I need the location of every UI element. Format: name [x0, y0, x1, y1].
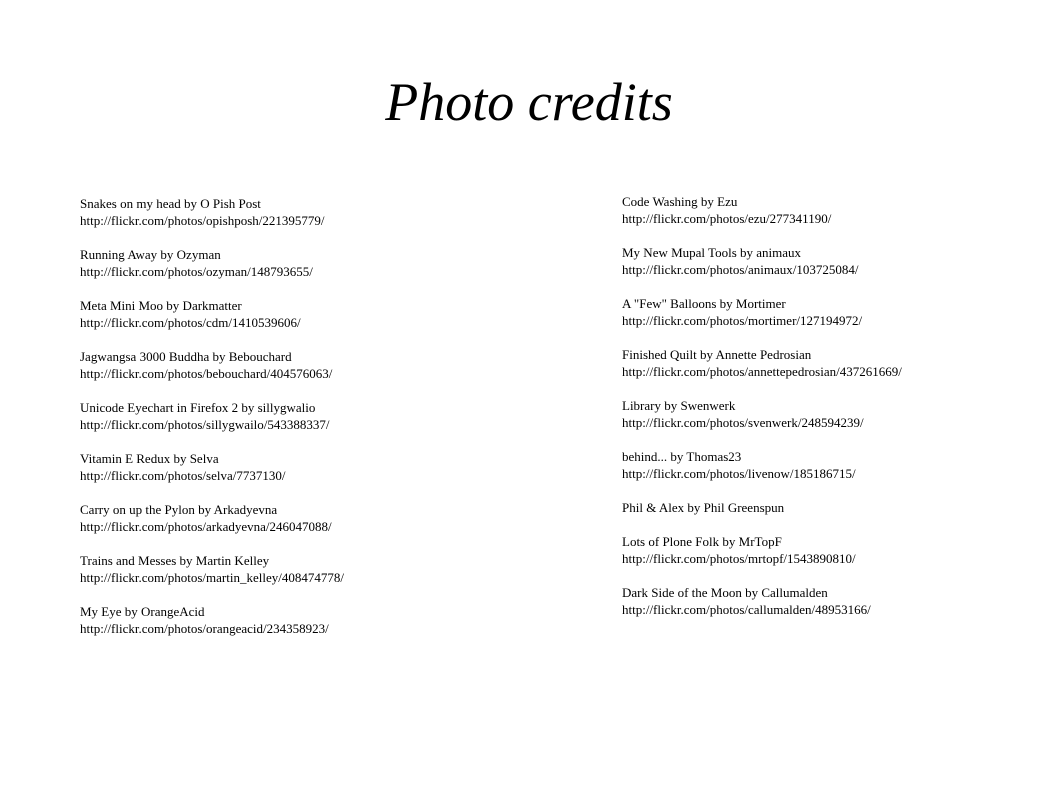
credit-caption: Meta Mini Moo by Darkmatter — [80, 298, 242, 313]
credit-entry — [80, 450, 344, 484]
credit-url: http://flickr.com/photos/martin_kelley/408474778/ — [80, 570, 344, 585]
credit-caption: A "Few" Balloons by Mortimer — [622, 296, 786, 311]
credit-entry — [80, 552, 344, 586]
credit-caption: Vitamin E Redux by Selva — [80, 451, 219, 466]
credit-caption: Unicode Eyechart in Firefox 2 by sillygwalio — [80, 400, 316, 415]
credit-url: http://flickr.com/photos/cdm/1410539606/ — [80, 315, 301, 330]
credit-url: http://flickr.com/photos/annettepedrosian/437261669/ — [622, 364, 902, 379]
credit-url: http://flickr.com/photos/sillygwailo/543388337/ — [80, 417, 330, 432]
credit-entry — [622, 346, 902, 380]
credit-caption: Code Washing by Ezu — [622, 194, 738, 209]
credit-caption: Dark Side of the Moon by Callumalden — [622, 585, 828, 600]
credit-entry — [80, 195, 344, 229]
credit-url: http://flickr.com/photos/mortimer/127194972/ — [622, 313, 863, 328]
credit-entry — [80, 603, 344, 637]
credit-caption: Snakes on my head by O Pish Post — [80, 196, 261, 211]
credit-entry — [622, 533, 902, 567]
credit-url: http://flickr.com/photos/selva/7737130/ — [80, 468, 286, 483]
credits-list-left — [80, 195, 344, 654]
credit-caption: behind... by Thomas23 — [622, 449, 742, 464]
credit-entry — [622, 584, 902, 618]
credit-caption: Lots of Plone Folk by MrTopF — [622, 534, 782, 549]
credit-caption: Library by Swenwerk — [622, 398, 736, 413]
credit-caption: Finished Quilt by Annette Pedrosian — [622, 347, 812, 362]
page-title: Photo credits — [385, 72, 673, 132]
credit-entry — [622, 244, 902, 278]
credit-url: http://flickr.com/photos/mrtopf/1543890810/ — [622, 551, 856, 566]
credit-url: http://flickr.com/photos/bebouchard/404576063/ — [80, 366, 333, 381]
credit-url: http://flickr.com/photos/ezu/277341190/ — [622, 211, 832, 226]
credit-entry — [622, 448, 902, 482]
credit-url: http://flickr.com/photos/arkadyevna/246047088/ — [80, 519, 332, 534]
credit-url: http://flickr.com/photos/animaux/103725084/ — [622, 262, 859, 277]
credit-entry — [80, 297, 344, 331]
credit-caption: Phil & Alex by Phil Greenspun — [622, 500, 785, 515]
credit-entry — [80, 246, 344, 280]
credit-caption: Jagwangsa 3000 Buddha by Bebouchard — [80, 349, 292, 364]
credit-url: http://flickr.com/photos/opishposh/221395779/ — [80, 213, 325, 228]
credit-entry — [80, 399, 344, 433]
credit-url: http://flickr.com/photos/svenwerk/248594239/ — [622, 415, 864, 430]
credit-url: http://flickr.com/photos/callumalden/48953166/ — [622, 602, 871, 617]
credit-caption: Running Away by Ozyman — [80, 247, 221, 262]
credit-caption: My Eye by OrangeAcid — [80, 604, 205, 619]
credit-entry — [622, 499, 902, 516]
credit-caption: Carry on up the Pylon by Arkadyevna — [80, 502, 278, 517]
credit-entry — [80, 348, 344, 382]
credits-list-right — [622, 193, 902, 635]
credit-url: http://flickr.com/photos/ozyman/148793655/ — [80, 264, 313, 279]
credit-caption: Trains and Messes by Martin Kelley — [80, 553, 270, 568]
credit-url: http://flickr.com/photos/orangeacid/234358923/ — [80, 621, 329, 636]
credit-entry — [622, 397, 902, 431]
credit-entry — [622, 193, 902, 227]
credit-caption: My New Mupal Tools by animaux — [622, 245, 802, 260]
credit-url: http://flickr.com/photos/livenow/185186715/ — [622, 466, 856, 481]
credit-entry — [80, 501, 344, 535]
credit-entry — [622, 295, 902, 329]
